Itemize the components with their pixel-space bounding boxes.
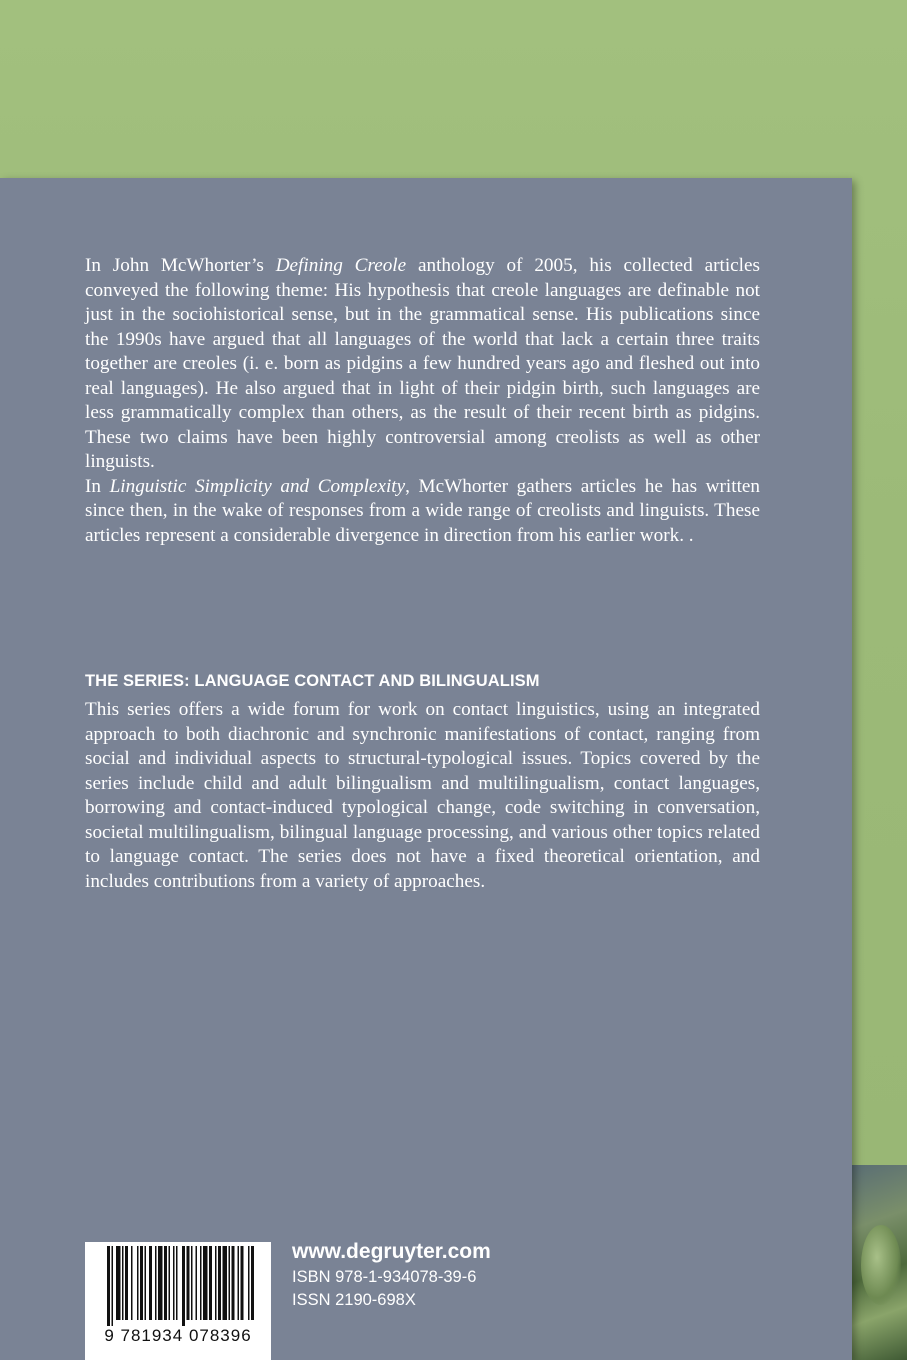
- barcode-bar: [196, 1246, 198, 1320]
- barcode-bar: [200, 1246, 202, 1320]
- book-title-linguistic-simplicity: Linguistic Simplicity and Complexity: [109, 475, 406, 497]
- book-title-defining-creole: Defining Creole: [275, 255, 407, 276]
- barcode-bar: [140, 1246, 143, 1320]
- publisher-url: www.degruyter.com: [292, 1240, 491, 1263]
- issn-number: ISSN 2190-698X: [292, 1291, 416, 1309]
- barcode-digits: 9 781934 078396: [104, 1326, 252, 1345]
- barcode-bar: [241, 1246, 244, 1320]
- publisher-info: [292, 1238, 491, 1312]
- barcode-bar: [187, 1246, 190, 1320]
- barcode-bar: [203, 1246, 208, 1320]
- description-paragraph-1: In John McWhorter’s Defining Creole anthology of 2005, his collected articles conveyed the following theme: His hypothesis that creole languages are definable not just in the sociohistorical sense, but in the grammatical sense. His publications since the 1990s have argued that all languages of the world that lack a certain three traits together are creoles (i. e. born as pidgins a few hundred years ago and fleshed out into real languages). He also argued that in light of their pidgin birth, such languages are less grammatically complex than others, as the result of their recent birth as pidgins. These two claims have been highly controversial among creolists as well as other linguists.: [85, 255, 760, 472]
- barcode-bar: [229, 1246, 231, 1320]
- barcode-bar: [164, 1246, 167, 1320]
- barcode-bar: [137, 1246, 139, 1320]
- barcode-bar: [131, 1246, 133, 1320]
- barcode-bar: [116, 1246, 121, 1320]
- description-paragraph-2: In Linguistic Simplicity and Complexity, McWhorter gathers articles he has written since then, in the wake of responses from a wide range of creolists and linguists. These articles represent a considerable divergence in direction from his earlier work. .: [85, 475, 761, 546]
- barcode-bar: [251, 1246, 254, 1320]
- barcode-bar: [107, 1246, 110, 1326]
- barcode-bar: [145, 1246, 147, 1320]
- barcode-bar: [223, 1246, 228, 1320]
- barcode: [85, 1242, 271, 1360]
- barcode-bar: [155, 1246, 157, 1320]
- barcode-bar: [218, 1246, 221, 1320]
- cover-photo-edge: [851, 1165, 907, 1360]
- barcode-bars: [85, 1242, 271, 1328]
- barcode-bar: [209, 1246, 212, 1320]
- barcode-bar: [232, 1246, 235, 1320]
- barcode-bar: [248, 1246, 250, 1320]
- barcode-bar: [191, 1246, 193, 1320]
- barcode-bar: [176, 1246, 178, 1320]
- barcode-bar: [125, 1246, 128, 1320]
- series-description: This series offers a wide forum for work on contact linguistics, using an integrated approach to both diachronic and synchronic manifestations of contact, ranging from social and individual aspects to structural-typological issues. Topics covered by the series include child and adult bilingualism and multilingualism, contact languages, borrowing and contact-induced typological change, code switching in conversation, societal multilingualism, bilingual language processing, and various other topics related to language contact. The series does not have a fixed theoretical orientation, and includes contributions from a variety of approaches.: [85, 699, 760, 892]
- book-description: [85, 254, 760, 548]
- series-heading: THE SERIES: LANGUAGE CONTACT AND BILINGUALISM: [85, 672, 540, 690]
- barcode-bar: [173, 1246, 175, 1320]
- barcode-bar: [238, 1246, 240, 1320]
- barcode-bar: [158, 1246, 163, 1320]
- barcode-bar: [122, 1246, 124, 1320]
- barcode-bar: [215, 1246, 217, 1320]
- barcode-bar: [169, 1246, 171, 1320]
- barcode-bar: [112, 1246, 114, 1326]
- barcode-bar: [149, 1246, 152, 1320]
- barcode-bar: [182, 1246, 185, 1326]
- isbn-number: ISBN 978-1-934078-39-6: [292, 1268, 477, 1286]
